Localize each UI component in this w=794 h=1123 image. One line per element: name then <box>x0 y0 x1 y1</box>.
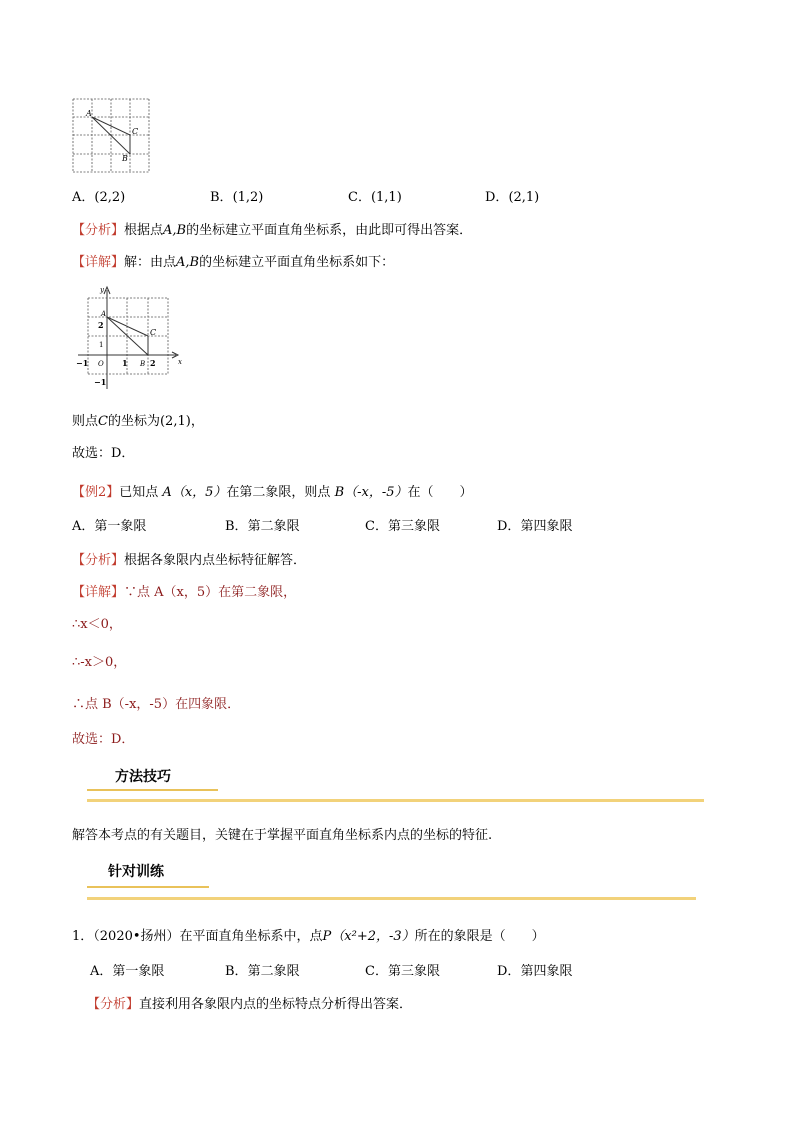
choice-2: 故选：D． <box>72 732 135 747</box>
method-text: 解答本考点的有关题目，关键在于掌握平面直角坐标系内点的坐标的特征. <box>72 828 493 843</box>
fig2-origin: O <box>98 360 104 368</box>
q2-option-a: A．第一象限 <box>72 519 147 534</box>
q1-option-a: A．(2,2) <box>72 190 126 205</box>
fig2-tick-xneg1: −1 <box>76 358 89 368</box>
detail-tag: 【详解】 <box>72 255 125 270</box>
analysis-tag: 【分析】 <box>72 223 125 238</box>
detail-1: 【详解】解：由点A,B的坐标建立平面直角坐标系如下： <box>72 255 395 270</box>
conclusion-1: 则点C的坐标为(2,1)， <box>72 414 204 429</box>
section-underline-method <box>87 789 218 791</box>
section-title-method: 方法技巧 <box>115 769 171 785</box>
analysis-2: 【分析】根据各象限内点坐标特征解答． <box>72 553 307 568</box>
figure-coordinate-plane <box>76 284 186 392</box>
figure-grid-triangle <box>72 97 152 175</box>
step-2: ∴-x＞0， <box>72 655 127 670</box>
fig2-tick-x2: 2 <box>150 358 156 368</box>
fig2-label-b: B <box>140 360 146 368</box>
fig2-tick-yneg1: −1 <box>94 377 107 387</box>
q3-option-b: B．第二象限 <box>225 964 300 979</box>
choice-1: 故选：D． <box>72 446 135 461</box>
step-3: ∴点 B（-x，-5）在四象限． <box>72 697 241 712</box>
q3-option-c: C．第三象限 <box>365 964 440 979</box>
step-1: ∴x＜0， <box>72 617 122 632</box>
fig2-axis-x: x <box>178 358 182 366</box>
fig2-tick-x1: 1 <box>122 358 128 368</box>
section-underline-training <box>87 886 209 888</box>
q2-option-c: C．第三象限 <box>365 519 440 534</box>
question-1: 1．（2020•扬州）在平面直角坐标系中，点P（x²+2，-3）所在的象限是（ ） <box>72 929 545 944</box>
q1-option-c: C．(1,1) <box>348 190 402 205</box>
fig1-label-a: A <box>86 109 92 118</box>
example-2: 【例2】已知点 A（x，5）在第二象限，则点 B（-x，-5）在（ ） <box>72 485 473 500</box>
q3-option-a: A．第一象限 <box>90 964 165 979</box>
q2-option-b: B．第二象限 <box>225 519 300 534</box>
fig2-axis-y: y <box>100 286 104 294</box>
q2-option-d: D．第四象限 <box>497 519 573 534</box>
fig1-label-b: B <box>122 154 128 163</box>
section-rule-training <box>87 897 696 900</box>
fig2-label-c: C <box>150 328 157 337</box>
section-title-training: 针对训练 <box>108 864 164 880</box>
fig2-tick-y1: 1 <box>99 341 104 349</box>
detail-2: 【详解】∵点 A（x，5）在第二象限， <box>72 585 297 600</box>
analysis-1: 【分析】根据点A,B的坐标建立平面直角坐标系，由此即可得出答案． <box>72 223 473 238</box>
fig1-label-c: C <box>132 127 139 136</box>
q3-option-d: D．第四象限 <box>497 964 573 979</box>
q1-option-b: B．(1,2) <box>210 190 264 205</box>
section-rule-method <box>87 799 704 802</box>
fig2-label-a: A <box>101 310 107 318</box>
analysis-3: 【分析】直接利用各象限内点的坐标特点分析得出答案． <box>87 997 413 1012</box>
example-tag: 【例2】 <box>72 485 120 500</box>
q1-option-d: D．(2,1) <box>485 190 540 205</box>
fig2-tick-y2: 2 <box>98 320 104 330</box>
